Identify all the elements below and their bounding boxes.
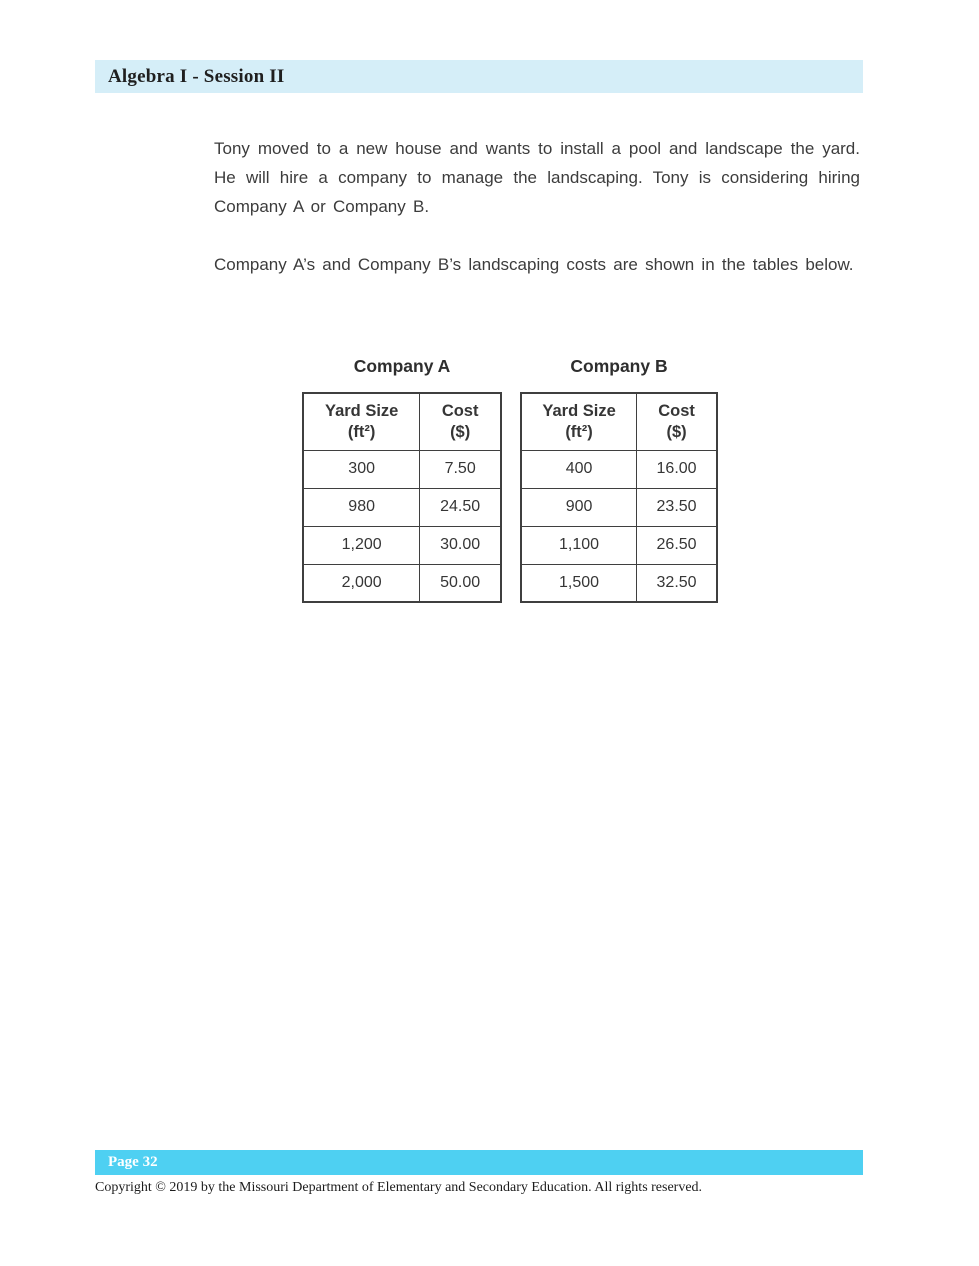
table-row xyxy=(303,564,501,602)
yard-size-header xyxy=(303,393,420,450)
yard-size-header-line1: Yard Size xyxy=(542,401,616,420)
cost-value: 24.50 xyxy=(420,488,501,526)
yard-size-header-line1: Yard Size xyxy=(324,401,399,420)
yard-size-value: 1,100 xyxy=(521,526,637,564)
company-b-table-block xyxy=(520,356,718,603)
tables-intro-paragraph: Company A’s and Company B’s landscaping costs are shown in the tables below. xyxy=(214,255,854,274)
yard-size-value: 400 xyxy=(521,450,637,488)
intro-paragraph: Tony moved to a new house and wants to install a pool and landscape the yard. He will hire a company to manage the landscaping. Tony is considering hiring Company A or Company B. xyxy=(214,139,860,216)
cost-header-line1: Cost xyxy=(658,401,695,420)
yard-size-value: 300 xyxy=(303,450,420,488)
cost-header-line2: ($) xyxy=(666,422,687,441)
company-b-title: Company B xyxy=(570,356,668,376)
cost-value: 26.50 xyxy=(637,526,717,564)
yard-size-value: 980 xyxy=(303,488,420,526)
cost-value: 32.50 xyxy=(637,564,717,602)
session-title: Algebra I - Session II xyxy=(108,65,285,87)
page-number-bar xyxy=(95,1150,863,1175)
yard-size-value: 2,000 xyxy=(303,564,420,602)
cost-value: 50.00 xyxy=(420,564,501,602)
table-header-row xyxy=(521,393,717,450)
yard-size-header xyxy=(521,393,637,450)
yard-size-value: 900 xyxy=(521,488,637,526)
page-number-label: Page 32 xyxy=(108,1154,158,1170)
cost-header-line1: Cost xyxy=(441,401,479,420)
cost-header xyxy=(420,393,501,450)
cost-value: 7.50 xyxy=(420,450,501,488)
table-row xyxy=(303,526,501,564)
cost-header xyxy=(637,393,717,450)
table-row xyxy=(303,488,501,526)
table-row xyxy=(521,564,717,602)
yard-size-header-line2: (ft²) xyxy=(347,422,376,441)
table-row xyxy=(521,450,717,488)
table-row xyxy=(303,450,501,488)
yard-size-header-line2: (ft²) xyxy=(565,422,593,441)
table-header-row xyxy=(303,393,501,450)
table-row xyxy=(521,488,717,526)
company-b-cost-table xyxy=(520,392,718,603)
cost-value: 30.00 xyxy=(420,526,501,564)
session-header-bar xyxy=(95,60,863,93)
yard-size-value: 1,200 xyxy=(303,526,420,564)
cost-value: 23.50 xyxy=(637,488,717,526)
copyright-notice: Copyright © 2019 by the Missouri Department of Elementary and Secondary Education. All rights reserved. xyxy=(95,1180,703,1195)
company-a-title: Company A xyxy=(353,356,451,376)
cost-header-line2: ($) xyxy=(450,422,471,441)
table-row xyxy=(521,526,717,564)
cost-value: 16.00 xyxy=(637,450,717,488)
yard-size-value: 1,500 xyxy=(521,564,637,602)
company-a-table-block xyxy=(302,356,502,603)
company-a-cost-table xyxy=(302,392,502,603)
